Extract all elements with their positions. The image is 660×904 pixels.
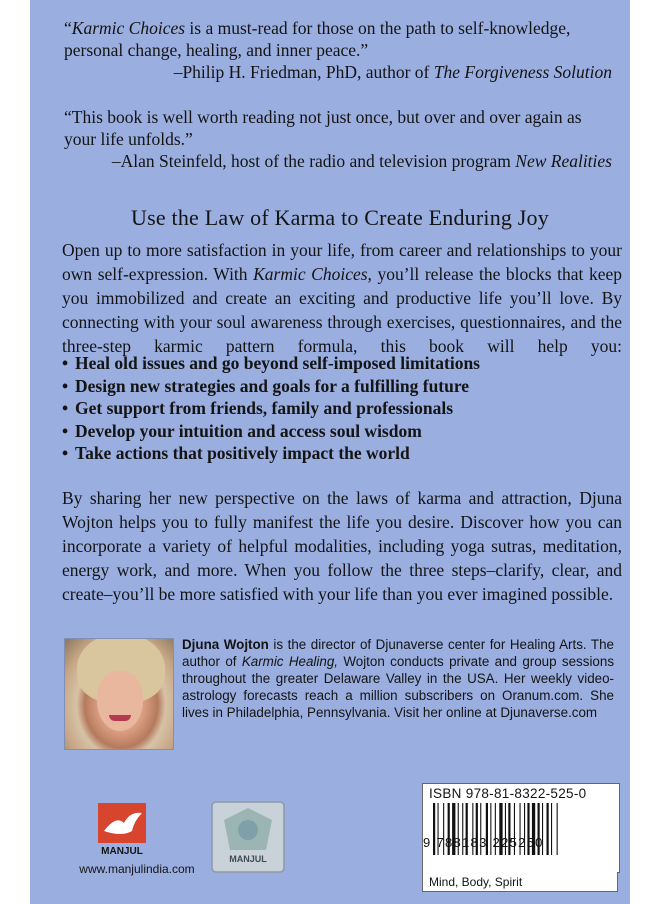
author-face xyxy=(97,671,143,731)
testimonial-steinfeld xyxy=(64,106,612,172)
list-item: • Get support from friends, family and professionals xyxy=(62,397,480,420)
author-name: Djuna Wojton xyxy=(182,637,269,652)
description-paragraph: By sharing her new perspective on the laws of karma and attraction, Djuna Wojton helps you to fully manifest the life you desire. Discover how you can incorporate a variety of helpful modalities, including yoga sutras, meditation, energy work, and more. When you follow the three steps–clarify, clear, and create–you’ll be more satisfied with your life than you ever imagined possible. xyxy=(62,488,622,604)
author-bio: Djuna Wojton is the director of Djunaverse center for Healing Arts. The author of Karmic Healing, Wojton conducts private and group sessions throughout the greater Delaware Valley in the USA. Her weekly video-astrology forecasts reach a million subscribers on Oranum.com. She lives in Philadelphia, Pennsylvania. Visit her online at Djunaverse.com xyxy=(182,637,615,720)
testimonial-text: “Karmic Choices is a must-read for those on the path to self-knowledge, personal change, healing, and inner peace.” xyxy=(64,18,571,60)
list-item: • Develop your intuition and access soul wisdom xyxy=(62,420,480,443)
author-photo xyxy=(64,638,174,750)
book-title: Karmic Choices xyxy=(71,18,186,38)
logo-text: MANJUL xyxy=(101,846,143,857)
stamp-text: MANJUL xyxy=(229,854,267,864)
list-item: • Heal old issues and go beyond self-imposed limitations xyxy=(62,352,480,375)
benefits-list xyxy=(62,352,480,465)
testimonial-text: “This book is well worth reading not just once, but over and over again as your life unfolds.” xyxy=(64,107,582,149)
author-smile xyxy=(109,715,131,721)
publisher-logo xyxy=(94,801,150,857)
stamp-seal-icon xyxy=(238,820,258,840)
testimonial-friedman xyxy=(64,17,612,83)
intro-paragraph: Open up to more satisfaction in your life, from career and relationships to your own self-expression. With Karmic Choices, you’ll release the blocks that keep you immobilized and create an exciting and productive life you’ll love. By connecting with your soul awareness through exercises, questionnaires, and the three-step karmic pattern formula, this book will help you: xyxy=(62,240,622,356)
list-item: • Design new strategies and goals for a fulfilling future xyxy=(62,375,480,398)
publisher-website: www.manjulindia.com xyxy=(79,862,195,876)
book-back-cover xyxy=(30,0,630,904)
testimonial-attribution: –Philip H. Friedman, PhD, author of The Forgiveness Solution xyxy=(173,62,612,82)
list-item: • Take actions that positively impact the world xyxy=(62,442,480,465)
publisher-stamp xyxy=(210,800,286,874)
book-category: Mind, Body, Spirit xyxy=(422,872,618,892)
section-heading: Use the Law of Karma to Create Enduring Joy xyxy=(131,205,549,230)
barcode-digits: 9 788183 225250 xyxy=(423,835,544,850)
testimonial-attribution: –Alan Steinfeld, host of the radio and television program New Realities xyxy=(111,151,612,171)
isbn-number: ISBN 978-81-8322-525-0 xyxy=(429,786,587,801)
barcode-panel xyxy=(422,783,620,873)
